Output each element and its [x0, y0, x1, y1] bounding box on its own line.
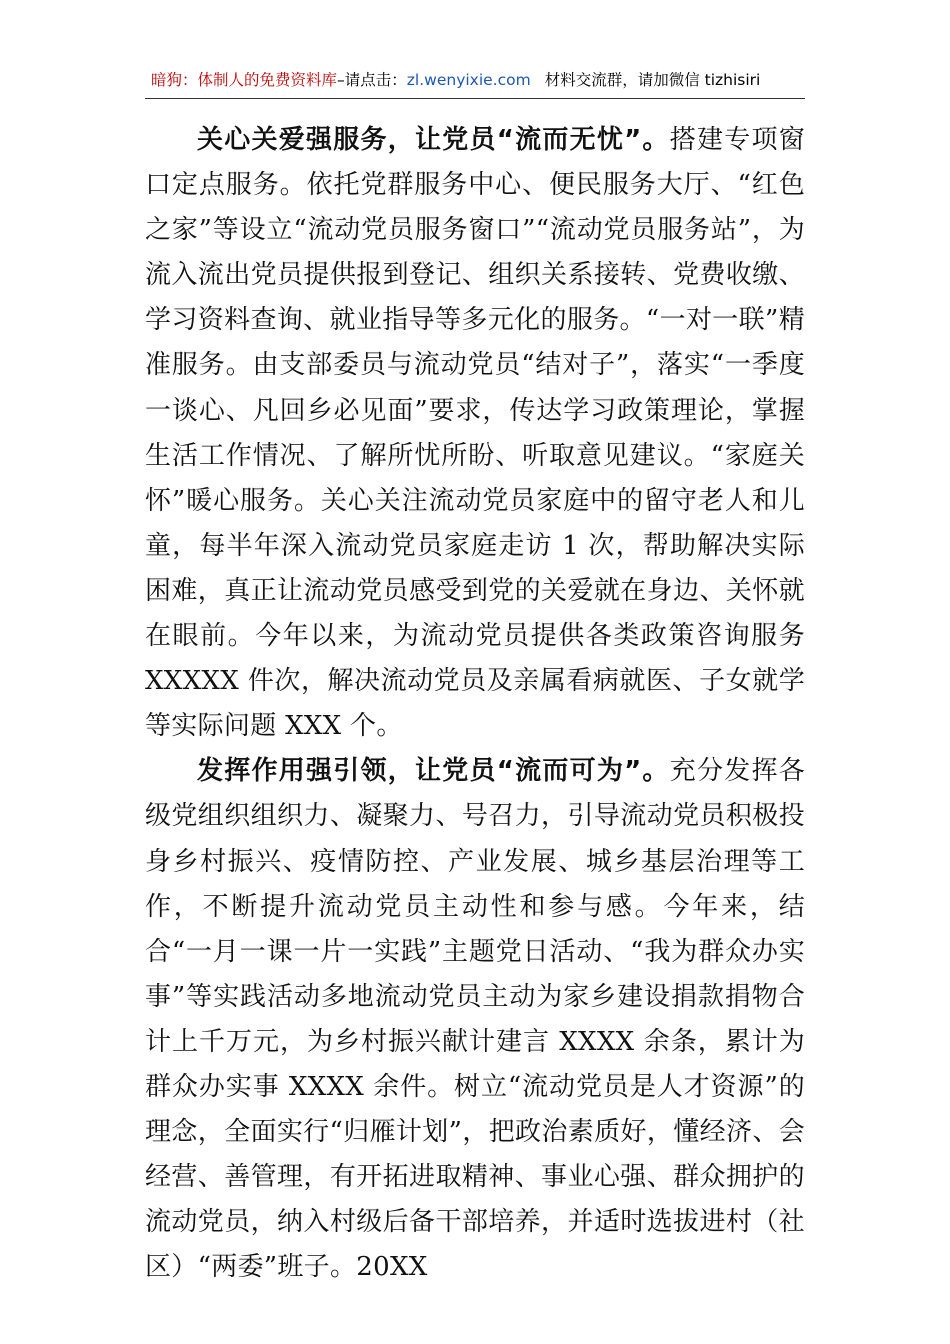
- page-header: [145, 66, 805, 99]
- document-body: [145, 118, 805, 1290]
- paragraph-role: [145, 749, 805, 1290]
- header-url-link[interactable]: zl.wenyixie.com: [406, 71, 531, 89]
- paragraph-lead: 关心关爱强服务，让党员“流而无忧”。: [197, 125, 670, 155]
- paragraph-lead: 发挥作用强引领，让党员“流而可为”。: [197, 756, 670, 787]
- paragraph-body: 搭建专项窗口定点服务。依托党群服务中心、便民服务大厅、“红色之家”等设立“流动党员服务窗口”“流动党员服务站”，为流入流出党员提供报到登记、组织关系接转、党费收缴、学习资料查询、就业指导等多元化的服务。“一对一联”精准服务。由支部委员与流动党员“结对子”，落实“一季度一谈心、凡回乡必见面”要求，传达学习政策理论，掌握生活工作情况、了解所忧所盼、听取意见建议。“家庭关怀”暖心服务。关心关注流动党员家庭中的留守老人和儿童，每半年深入流动党员家庭走访 1 次，帮助解决实际困难，真正让流动党员感受到党的关爱就在身边、关怀就在眼前。今年以来，为流动党员提供各类政策咨询服务 XXXXX 件次，解决流动党员及亲属看病就医、子女就学等实际问题 XXX 个。: [145, 125, 805, 742]
- header-click-label: –请点击：: [337, 71, 407, 89]
- header-contact-text: 材料交流群，请加微信 tizhisiri: [544, 71, 761, 89]
- paragraph-service: [145, 118, 805, 749]
- header-site-name: 暗狗：体制人的免费资料库: [151, 71, 338, 89]
- paragraph-body: 充分发挥各级党组织组织力、凝聚力、号召力，引导流动党员积极投身乡村振兴、疫情防控、产业发展、城乡基层治理等工作，不断提升流动党员主动性和参与感。今年来，结合“一月一课一片一实践”主题党日活动、“我为群众办实事”等实践活动多地流动党员主动为家乡建设捐款捐物合计上千万元，为乡村振兴献计建言 XXXX 余条，累计为群众办实事 XXXX 余件。树立“流动党员是人才资源”的理念，全面实行“归雁计划”，把政治素质好，懂经济、会经营、善管理，有开拓进取精神、事业心强、群众拥护的流动党员，纳入村级后备干部培养，并适时选拔进村（社区）“两委”班子。20XX: [145, 756, 805, 1283]
